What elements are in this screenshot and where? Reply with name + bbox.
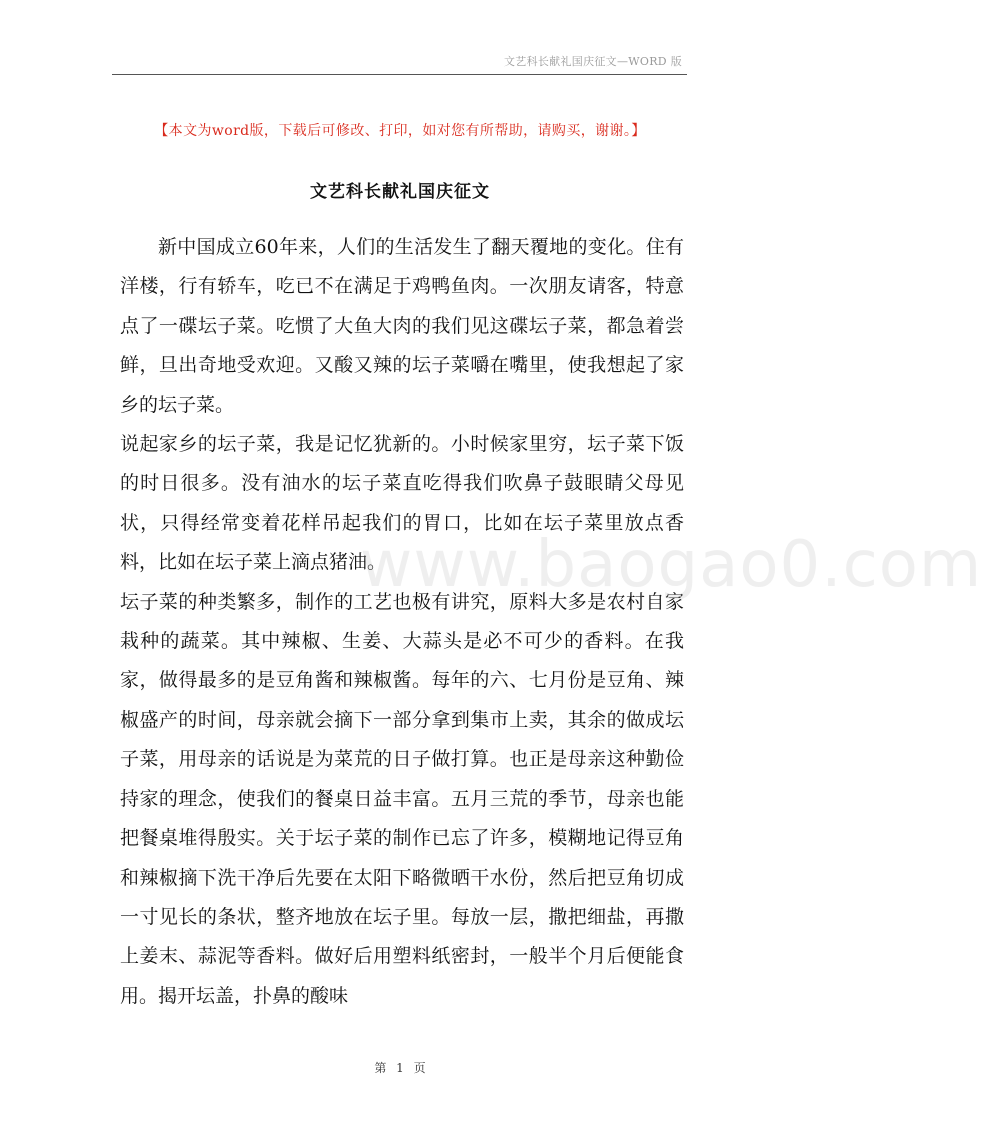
watermark: www.baogao0.com <box>360 528 982 602</box>
running-header: 文艺科长献礼国庆征文—WORD 版 <box>503 55 682 68</box>
page-footer <box>0 1059 800 1076</box>
document-title: 文艺科长献礼国庆征文 <box>310 182 490 202</box>
download-notice: 【本文为word版，下载后可修改、打印，如对您有所帮助，请购买，谢谢。】 <box>154 123 646 139</box>
page-prefix: 第 <box>374 1061 387 1075</box>
page-suffix: 页 <box>413 1061 426 1075</box>
header-rule <box>112 74 687 75</box>
paragraph-1: 新中国成立60年来，人们的生活发生了翻天覆地的变化。住有洋楼，行有轿车，吃已不在满足于鸡鸭鱼肉。一次朋友请客，特意点了一碟坛子菜。吃惯了大鱼大肉的我们见这碟坛子菜，都急着尝鲜，旦出奇地受欢迎。又酸又辣的坛子菜嚼在嘴里，使我想起了家乡的坛子菜。 <box>120 236 684 416</box>
paragraph-2: 说起家乡的坛子菜，我是记忆犹新的。小时候家里穷，坛子菜下饭的时日很多。没有油水的坛子菜直吃得我们吹鼻子鼓眼睛父母见状，只得经常变着花样吊起我们的胃口，比如在坛子菜里放点香料，比如在坛子菜上滴点猪油。 <box>120 433 684 574</box>
document-body <box>120 228 684 1016</box>
page-number: 1 <box>396 1061 404 1075</box>
paragraph-3: 坛子菜的种类繁多，制作的工艺也极有讲究，原料大多是农村自家栽种的蔬菜。其中辣椒、生姜、大蒜头是必不可少的香料。在我家，做得最多的是豆角酱和辣椒酱。每年的六、七月份是豆角、辣椒盛产的时间，母亲就会摘下一部分拿到集市上卖，其余的做成坛子菜，用母亲的话说是为菜荒的日子做打算。也正是母亲这种勤俭持家的理念，使我们的餐桌日益丰富。五月三荒的季节，母亲也能把餐桌堆得殷实。关于坛子菜的制作已忘了许多，模糊地记得豆角和辣椒摘下洗干净后先要在太阳下略微晒干水份，然后把豆角切成一寸见长的条状，整齐地放在坛子里。每放一层，撒把细盐，再撒上姜末、蒜泥等香料。做好后用塑料纸密封，一般半个月后便能食用。揭开坛盖，扑鼻的酸味 <box>120 590 684 1007</box>
